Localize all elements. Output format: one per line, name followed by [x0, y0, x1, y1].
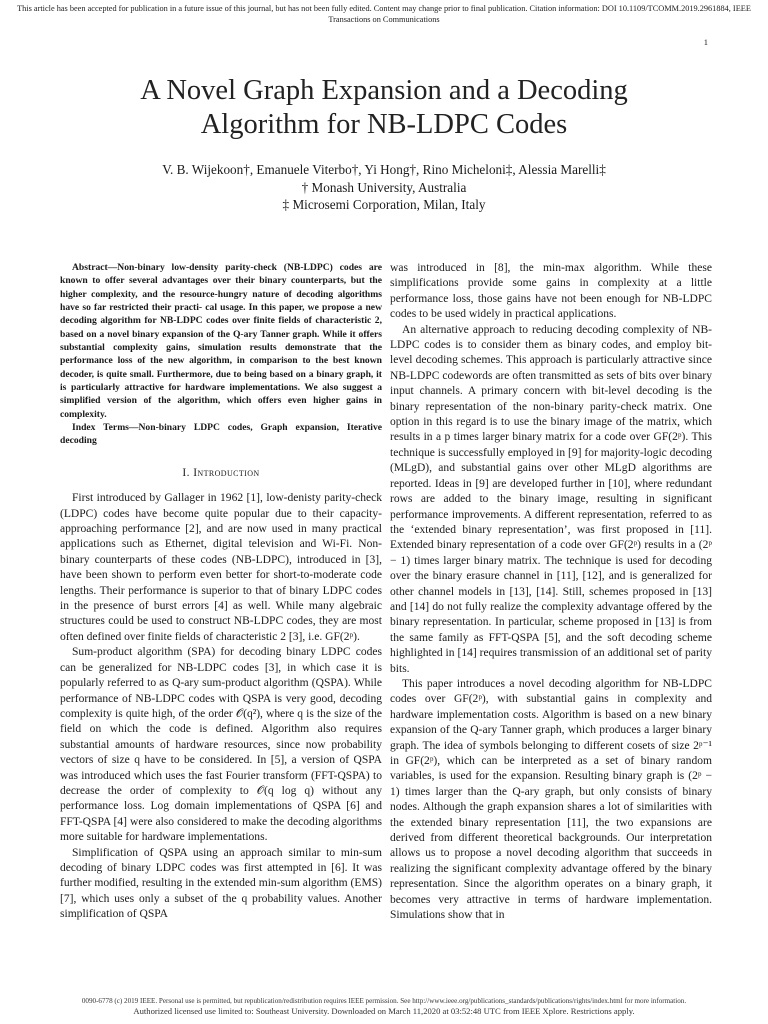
license-notice: Authorized licensed use limited to: Southeast University. Downloaded on March 11,2020 at 03:52:48 UTC from IEEE Xplore. Restrictions apply. — [133, 1006, 635, 1016]
section-title: Introduction — [193, 466, 260, 479]
index-terms: Index Terms—Non-binary LDPC codes, Graph expansion, Iterative decoding — [60, 422, 382, 447]
intro-paragraph-3: Simplification of QSPA using an approach similar to min-sum decoding of binary LDPC codes was first attempted in [6]. It was further modified, resulting in the extended min-sum algorithm (EMS) [7], which uses only a subset of the q probability values. Another simplification of QSPA — [60, 846, 382, 921]
left-column — [60, 261, 382, 923]
right-column — [390, 261, 712, 923]
affiliation-1: † Monash University, Australia — [301, 179, 467, 195]
journal-notice: This article has been accepted for publication in a future issue of this journal, but has not been fully edited. Content may change prior to final publication. Citation information: DOI 10.1109/TCOMM.2019.2961884, IEEE Transactions on Communications — [17, 4, 751, 24]
copyright-notice: 0090-6778 (c) 2019 IEEE. Personal use is permitted, but republication/redistribution requires IEEE permission. See http://www.ieee.org/publications_standards/publications/rights/index.html for more information. — [81, 997, 687, 1005]
right-paragraph-2: An alternative approach to reducing decoding complexity of NB-LDPC codes is to consider them as binary codes, and employ bit-level decoding schemes. This approach is particularly attractive since NB-LDPC codewords are often transmitted as sets of bits over binary input channels. A primary concern with bit-level decoding is the binary representation of the non-binary parity-check matrix. One option in this regard is to use the binary image of the matrix, which results in a p times larger binary matrix for a code over GF(2ᵖ). This technique is successfully employed in [9] for majority-logic decoding (MLgD), and substantial gains over other MLgD algorithms are reported. Ideas in [9] are developed further in [10], where redundant rows are added to the binary image, resulting in significant performance improvements. A different representation, referred to as the ‘extended binary representation’, was first proposed in [11]. Extended binary representation of a code over GF(2ᵖ) results in a (2ᵖ − 1) times larger binary matrix. The technique is used for decoding over the binary erasure channel in [11], [12], and is generalized for other channel models in [13], [14]. Still, schemes proposed in [13] and [14] do not fully realize the complexity advantage offered by the binary representation. In particular, scheme proposed in [13] is from the same family as FFT-QSPA [5], and the soft decoding scheme highlighted in [14] requires transmission of an additional set of parity bits. — [390, 323, 712, 675]
abstract: Abstract—Non-binary low-density parity-check (NB-LDPC) codes are known to offer several advantages over their binary counterparts, but the higher complexity, and the resource-hungry nature of decoding algorithms have so far restricted their practi- cal usage. In this paper, we propose a new decoding algorithm for NB-LDPC codes over finite fields of characteristic 2, based on a novel binary expansion of the Q-ary Tanner graph. While it offers substantial complexity gains, simulation results demonstrate that the performance loss of the new algorithm, in comparison to the best known decoder, is quite small. Furthermore, due to being based on a binary graph, it is particularly attractive for hardware implementations. We also suggest a simplified version of the algorithm, which offers even higher gains in complexity. — [60, 262, 382, 420]
page-number: 1 — [703, 37, 708, 47]
intro-paragraph-2: Sum-product algorithm (SPA) for decoding binary LDPC codes can be generalized for NB-LDPC codes [3], in which case it is popularly referred to as Q-ary sum-product algorithm (QSPA). While performance of NB-LDPC codes with QSPA is very good, decoding complexity is quite high, of the order 𝒪(q²), where q is the size of the field on which the code is defined. Algorithm also requires substantial amounts of hardware resources, since now probability vectors of size q have to be considered. In [5], a version of QSPA was introduced which uses the fast Fourier transform (FFT-QSPA) to decrease the order of complexity to 𝒪(q log q) without any performance loss. Log domain implementations of QSPA [6] and FFT-QSPA [4] were also considered to make the decoding algorithms more suitable for hardware implementations. — [60, 646, 382, 844]
paper-title — [60, 74, 708, 142]
title-line-1: A Novel Graph Expansion and a Decoding — [140, 75, 628, 106]
intro-paragraph-1: First introduced by Gallager in 1962 [1], low-denisty parity-check (LDPC) codes have become quite popular due to their capacity-approaching performance [2], and are now used in many practical applications such as Ethernet, digital television and Wi-Fi. Non-binary counterparts of these codes (NB-LDPC), introduced in [3], have been shown to perform even better for short-to-moderate code lengths. Their performance is superior to that of binary LDPC codes in the presence of burst errors [4] as well. While many algebraic structures could be used to construct NB-LDPC codes, they are most often defined over finite fields of characteristic 2 [3], i.e. GF(2ᵖ). — [60, 492, 382, 643]
author-block — [60, 161, 708, 214]
right-paragraph-1: was introduced in [8], the min-max algorithm. While these simplifications provide some gains in complexity at a little performance loss, those gains have not been enough for NB-LDPC codes to be used widely in practical applications. — [390, 262, 712, 321]
title-line-2: Algorithm for NB-LDPC Codes — [200, 109, 568, 140]
section-number: I. — [182, 466, 190, 479]
affiliation-2: ‡ Microsemi Corporation, Milan, Italy — [282, 197, 486, 212]
section-heading — [60, 466, 382, 481]
author-list: V. B. Wijekoon†, Emanuele Viterbo†, Yi Hong†, Rino Micheloni‡, Alessia Marelli‡ — [162, 162, 606, 177]
right-paragraph-3: This paper introduces a novel decoding algorithm for NB-LDPC codes over GF(2ᵖ), with substantial gains in complexity and hardware implementation costs. Algorithm is based on a new binary expansion of the Q-ary Tanner graph, which produces a larger binary graph. The idea of symbols belonging to different cosets of size 2ᵖ⁻¹ in GF(2ᵖ), which can be interpreted as a set of binary random variables, is used for the expansion. Resulting binary graph is (2ᵖ − 1) times larger than the Q-ary graph, but only consists of binary nodes. Although the graph expansion shares a lot of similarities with the extended binary representation [11], the two expansions are derived from different theoretical backgrounds. Our interpretation allows us to propose a novel decoding algorithm that succeeds in realizing the significant complexity advantage offered by the binary representation. Since the algorithm operates on a binary graph, it becomes very attractive in terms of hardware implementation. Simulations show that in — [390, 677, 712, 922]
